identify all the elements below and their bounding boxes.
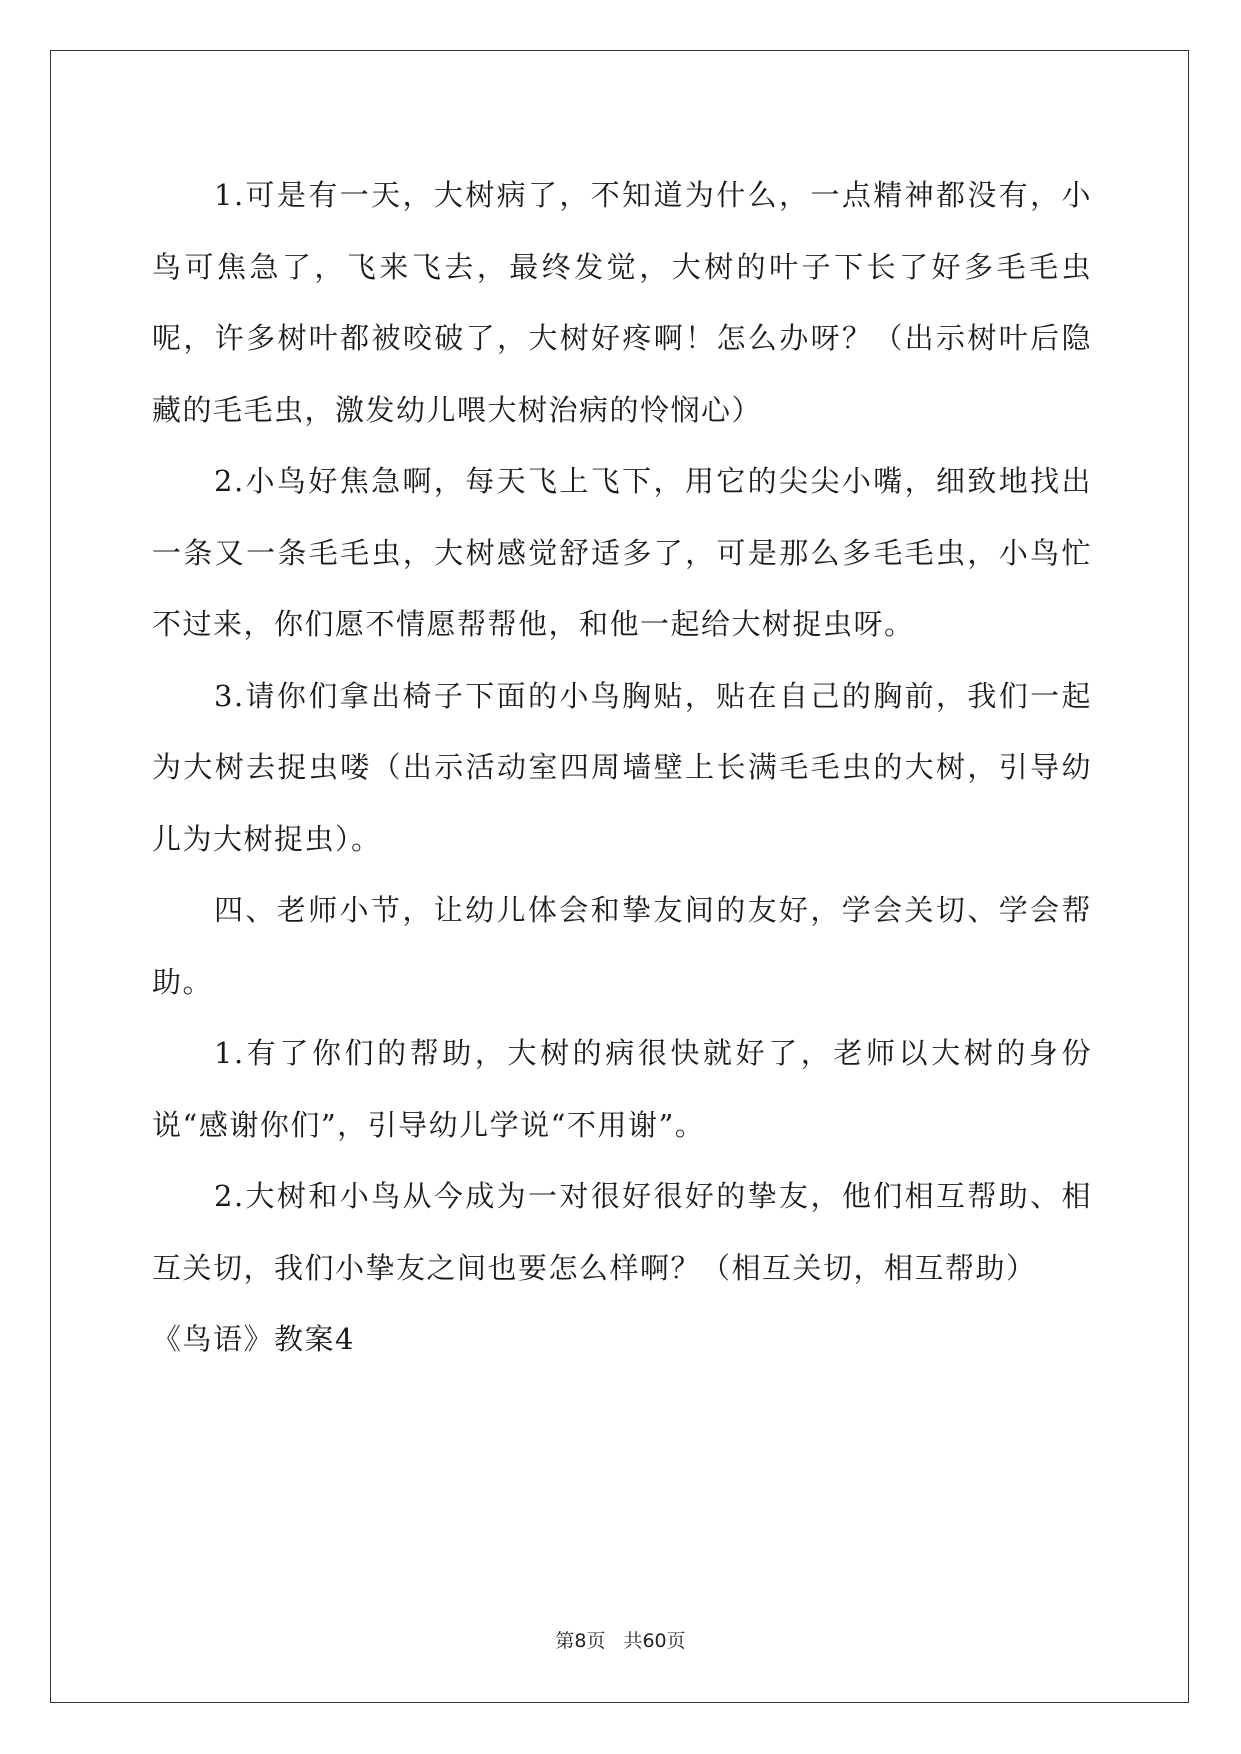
page-number: 第8页 (555, 1630, 606, 1652)
paragraph-4: 四、老师小节，让幼儿体会和挚友间的友好，学会关切、学会帮助。 (152, 893, 1092, 999)
paragraph-2: 2.小鸟好焦急啊，每天飞上飞下，用它的尖尖小嘴，细致地找出一条又一条毛毛虫，大树感觉舒适多了，可是那么多毛毛虫，小鸟忙不过来，你们愿不情愿帮帮他，和他一起给大树捉虫呀。 (152, 464, 1092, 641)
paragraph-6: 2.大树和小鸟从今成为一对很好很好的挚友，他们相互帮助、相互关切，我们小挚友之间也要怎么样啊？（相互关切，相互帮助） (152, 1179, 1092, 1285)
paragraph-5: 1.有了你们的帮助，大树的病很快就好了，老师以大树的身份说“感谢你们”，引导幼儿学说“不用谢”。 (152, 1036, 1092, 1142)
section-heading: 《鸟语》教案4 (152, 1322, 355, 1356)
page-total: 共60页 (623, 1630, 686, 1652)
paragraph-3: 3.请你们拿出椅子下面的小鸟胸贴，贴在自己的胸前，我们一起为大树去捉虫喽（出示活动室四周墙壁上长满毛毛虫的大树，引导幼儿为大树捉虫）。 (152, 678, 1092, 856)
document-body (152, 160, 1092, 1376)
page-footer (0, 1626, 1241, 1653)
paragraph-1: 1.可是有一天，大树病了，不知道为什么，一点精神都没有，小鸟可焦急了，飞来飞去，最终发觉，大树的叶子下长了好多毛毛虫呢，许多树叶都被咬破了，大树好疼啊！怎么办呀？（出示树叶后隐藏的毛毛虫，激发幼儿喂大树治病的怜悯心） (152, 178, 1092, 427)
